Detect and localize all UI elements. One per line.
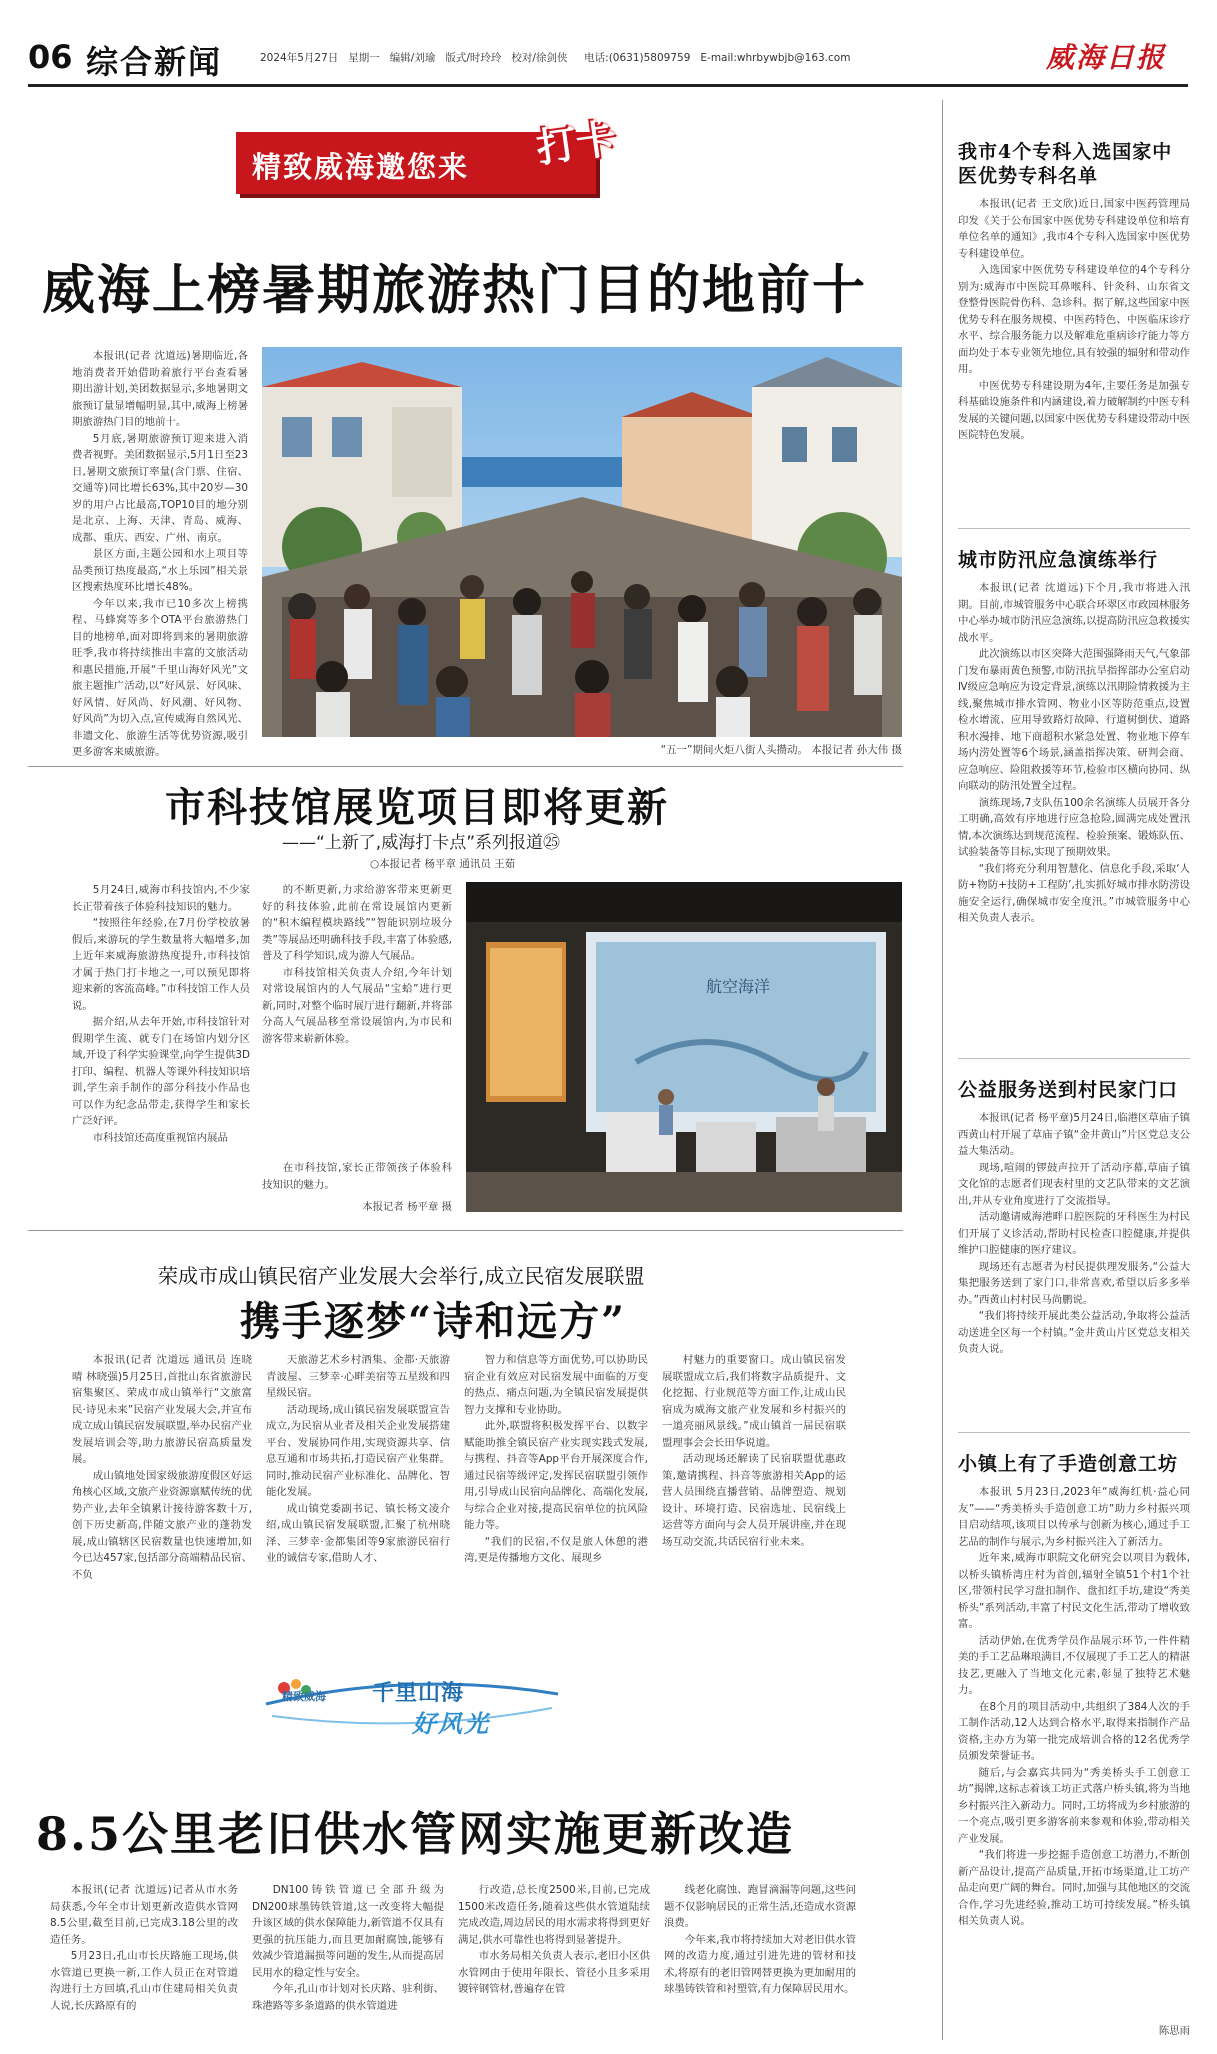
sidebar-para: “我们将充分利用智慧化、信息化手段,采取‘人防+物防+技防+工程防’,扎实抓好城市排水防涝设施安全运行,确保城市安全度汛。”市城管服务中心相关负责人表示。 [958, 862, 1190, 924]
story2-para: “按照往年经验,在7月份学校放暑假后,来游玩的学生数量将大幅增多,加上近年来威海旅游热度提升,市科技馆才属于热门打卡地之一,可以预见即将迎来新的客流高峰。”市科技馆工作人员说。 [72, 917, 250, 1012]
story1-headline: 威海上榜暑期旅游热门目的地前十 [42, 259, 867, 321]
sidebar-para: 此次演练以市区突降大范围强降雨天气,气象部门发布暴雨黄色预警,市防汛抗旱指挥部办公室启动Ⅳ级应急响应为设定背景,演练以汛期险情救援为主线,聚焦城市排水管网、物业小区等防范重点,设置检水增流、应用导致路灯故障、行道树倒伏、道路积水漫排、地下商超积水紧急处置、物业地下停车场内涝处置等6个场景,涵盖指挥决策、研判会商、应急响应、险阻救援等环节,检验市区横向协同、纵向联动的防汛处置全过程。 [958, 648, 1190, 792]
story2-para: 市科技馆相关负责人介绍,今年计划对常设展馆内的人气展品“宝蛤”进行更新,同时,对整个临时展厅进行翻新,并将部分高人气展品移至常设展馆内,为市民和游客带来崭新体验。 [262, 966, 452, 1045]
header-meta [260, 50, 850, 65]
sidebar-para: 本报讯 5月23日,2023年“威海红机·益心同友”——“秀美桥头手造创意工坊”助力乡村振兴项目启动结项,该项目以传承与创新为核心,通过手工艺品的制作与展示,为乡村振兴注入了新活力。 [958, 1486, 1190, 1548]
story3-para: 成山镇党委副书记、镇长杨文凌介绍,成山镇民宿发展联盟,汇聚了杭州晓泽、三梦幸·金都集团等9家旅游民宿行业的诚信专家,借助人才、 [266, 1502, 450, 1564]
story2-photo [466, 882, 902, 1212]
crowd-street-photo [262, 347, 902, 737]
sidebar-para: 本报讯(记者 沈道远)下个月,我市将进入汛期。目前,市城管服务中心联合环翠区市政园林服务中心举办城市防汛应急演练,以提高防汛应急救援实战水平。 [958, 582, 1190, 644]
brand-tagline: 好风光 [412, 1709, 490, 1738]
story3-para: 活动现场,成山镇民宿发展联盟宣告成立,为民宿从业者及相关企业发展搭建平台、发展协同作用,实现资源共享、信息互通和市场共拓,打造民宿产业集群。同时,推动民宿产业标准化、品牌化、智能化发展。 [266, 1403, 450, 1498]
story1-para: 本报讯(记者 沈道远)暑期临近,各地消费者开始借助着旅行平台查看暑期出游计划,美团数据显示,多地暑期文旅预订量显增幅明显,其中,威海上榜暑期旅游热门目的地前十。 [72, 350, 248, 428]
header-rule [28, 84, 1188, 87]
story4-col2 [252, 1882, 444, 2032]
column-separator [942, 100, 943, 2040]
story4-para: 行改造,总长度2500米,目前,已完成1500米改造任务,随着这些供水管道陆续完成改造,周边居民的用水需求将得到更好满足,供水可靠性也将得到显著提升。 [458, 1884, 650, 1946]
sidebar-para: 入选国家中医优势专科建设单位的4个专科分别为:威海市中医院耳鼻喉科、针灸科、山东省文登整骨医院骨伤科、急诊科。据了解,这些国家中医优势专科在服务规模、中医药特色、中医临床诊疗水平、综合服务能力以及解难危重病诊疗能力等方面均处于本专业领先地位,具有较强的辐射和带动作用。 [958, 264, 1190, 375]
section-title: 综合新闻 [86, 43, 223, 81]
story4-para: 今年来,我市将持续加大对老旧供水管网的改造力度,通过引进先进的管材和技术,将原有的老旧管网替更换为更加耐用的球墨铸铁管和衬塑管,有力保障居民用水。 [664, 1933, 856, 1995]
sidebar-para: 活动邀请威海港畔口腔医院的牙科医生为村民们开展了义诊活动,帮助村民检查口腔健康,并提供维护口腔健康的医疗建议。 [958, 1211, 1190, 1256]
banner-text: 精致威海邀您来 [252, 150, 470, 184]
header-weekday: 星期一 [348, 52, 380, 64]
divider [958, 528, 1190, 529]
story1-para: 景区方面,主题公园和水上项目等品类预订热度最高,“水上乐园”相关景区搜索热度环比增长48%。 [72, 548, 248, 593]
sidebar-para: 中医优势专科建设期为4年,主要任务是加强专科基础设施条件和内涵建设,着力破解制约中医专科发展的关键问题,以国家中医优势专科建设带动中医医院特色发展。 [958, 379, 1190, 441]
sidebar-para: 现场还有志愿者为村民提供理发服务,“公益大集把服务送到了家门口,非常喜欢,希望以后多多举办。”西黄山村村民马尚鹏说。 [958, 1260, 1190, 1306]
sidebar-para: 本报讯(记者 杨平章)5月24日,临港区草庙子镇西黄山村开展了草庙子镇“金井黄山”片区党总支公益大集活动。 [958, 1112, 1190, 1157]
story4-para: 5月23日,孔山市长庆路施工现场,供水管道已更换一新,工作人员正在对管道沟进行土方回填,孔山市住建局相关负责人说,长庆路原有的 [50, 1950, 238, 2012]
story3-headline: 携手逐梦“诗和远方” [240, 1298, 627, 1345]
banner [236, 112, 622, 204]
story2-para: 的不断更新,力求给游客带来更新更好的科技体验,此前在常设展馆内更新的“积木编程模块路线”“智能识别垃圾分类”等展品还明确科技手段,丰富了体验感,普及了科学知识,成为游人气展品。 [262, 884, 452, 962]
sidebar-headline: 公益服务送到村民家门口 [958, 1079, 1179, 1101]
story3-col1 [72, 1352, 252, 1610]
story4-para: 本报讯(记者 沈道远)记者从市水务局获悉,今年全市计划更新改造供水管网8.5公里,截至目前,已完成3.18公里的改造任务。 [50, 1884, 238, 1946]
story2-photo-caption [262, 1160, 452, 1200]
sidebar-headline: 我市4个专科入选国家中医优势专科名单 [958, 141, 1173, 187]
page-header [28, 34, 1188, 80]
header-date: 2024年5月27日 [260, 52, 339, 64]
brand-title: 千里山海 [372, 1680, 465, 1706]
sidebar-para: 演练现场,7支队伍100余名演练人员展开各分工明确,高效有序地进行应急抢险,圆满完成处置汛情,本次演练达到规范流程、检验预案、锻炼队伍、试验装备等目标,实现了预期效果。 [958, 796, 1190, 858]
story2-para: 据介绍,从去年开始,市科技馆针对假期学生流、就专门在场馆内划分区域,开设了科学实验课堂,向学生提供3D打印、编程、机器人等课外科技知识培训,学生亲手制作的部分科技小作品也可以作为纪念品带走,获得学生和家长广泛好评。 [72, 1016, 250, 1127]
sidebar-headline: 小镇上有了手造创意工坊 [958, 1453, 1179, 1475]
story4-col1 [50, 1882, 238, 2032]
museum-sign-text: 航空海洋 [706, 977, 771, 996]
sidebar-para: 近年来,威海市职院文化研究会以项目为载体,以桥头镇桥湾庄村为首创,辐射全镇51个村1个社区,带领村民学习盘扣制作、盘扣红手坊,建设“秀美桥头”系列活动,丰富了村民文化生活,带动了增收致富。 [958, 1552, 1190, 1630]
sidebar-para: “我们将进一步挖掘手造创意工坊潜力,不断创新产品设计,提高产品质量,开拓市场渠道,让工坊产品走向更广阔的舞台。同时,加强与其他地区的交流合作,学习先进经验,推动工坊可持续发展。”桥头镇相关负责人说。 [958, 1849, 1190, 1927]
header-email: E-mail:whrbywbjb@163.com [700, 52, 851, 64]
story3-para: 天旅游艺术乡村酒集、金都·天旅游青波屋、三梦幸·心畔美宿等五星级和四星级民宿。 [266, 1354, 450, 1399]
story3-kicker: 荣成市成山镇民宿产业发展大会举行,成立民宿发展联盟 [158, 1264, 645, 1288]
story3-para: 此外,联盟将积极发挥平台、以数字赋能助推全镇民宿产业实现实践式发展,与携程、抖音等App平台开展深度合作,通过民宿等级评定,发挥民宿联盟引领作用,引导成山民宿向品牌化、高端化发展,与综合企业对接,提高民宿单位的抗风险能力等。 [464, 1420, 648, 1531]
brand-logo-strip [262, 1664, 562, 1738]
story4-para: 今年,孔山市计划对长庆路、驻利街、珠港路等多条道路的供水管道进 [252, 1983, 444, 2012]
header-proofreader: 校对/徐剑侠 [511, 52, 568, 64]
story2-caption-credit: 本报记者 杨平章 摄 [362, 1201, 452, 1213]
story3-para: 村魅力的重要窗口。成山镇民宿发展联盟成立后,我们将数字品质提升、文化挖掘、行业规范等方面工作,让成山民宿成为威海文旅产业发展和乡村振兴的一道亮丽风景线。”成山镇首一届民宿联盟理事会会长田华说道。 [662, 1354, 846, 1449]
story3-para: 活动现场还解读了民宿联盟优惠政策,邀请携程、抖音等旅游相关App的运营人员围绕直播营销、品牌塑造、规划设计、环境打造、民宿选址、民宿线上运营等方面向与会人员开展讲座,并在现场互动交流,共话民宿行业未来。 [662, 1453, 846, 1548]
story1-para: 5月底,暑期旅游预订迎来进入消费者视野。美团数据显示,5月1日至23日,暑期文旅预订率量(含门票、住宿、交通等)同比增长63%,其中20岁—30岁的用户占比最高,TOP10目的地分别是北京、上海、天津、青岛、威海、成都、重庆、西安、广州、南京。 [72, 432, 248, 544]
brand-name: 精致威海 [282, 1690, 326, 1703]
masthead-logo: 威海日报 [1045, 41, 1166, 74]
sidebar-story-body [958, 1484, 1190, 2018]
divider [958, 1432, 1190, 1433]
story4-para: 市水务局相关负责人表示,老旧小区供水管网由于使用年限长、管径小且多采用镀锌钢管材,普遍存在管 [458, 1950, 650, 1995]
header-designer: 版式/时玲玲 [445, 52, 502, 64]
story4-col3 [458, 1882, 650, 2032]
story2-col2 [262, 882, 452, 1132]
story2-headline: 市科技馆展览项目即将更新 [165, 784, 669, 831]
story3-col2 [266, 1352, 450, 1610]
story1-caption: “五一”期间火炬八街人头攒动。 本报记者 孙大伟 摄 [660, 744, 902, 756]
story4-para: DN100铸铁管道已全部升级为DN200球墨铸铁管道,这一改变将大幅提升该区域的供水保障能力,新管道不仅具有更强的抗压能力,而且更加耐腐蚀,能够有效减少管道漏损等问题的发生,从而提高居民用水的稳定性与安全。 [252, 1884, 444, 1979]
sidebar-credit: 陈思雨 [1158, 2025, 1190, 2037]
story2-col1 [72, 882, 250, 1212]
story4-headline: 8.5公里老旧供水管网实施更新改造 [36, 1807, 795, 1861]
story2-byline: ○本报记者 杨平章 通讯员 王茹 [370, 858, 516, 870]
story2-para: 5月24日,威海市科技馆内,不少家长正带着孩子体验科技知识的魅力。 [72, 884, 250, 913]
story3-col4 [662, 1352, 846, 1610]
story1-para: 今年以来,我市已10多次上榜携程、马蜂窝等多个OTA平台旅游热门目的地榜单,面对即将到来的暑期旅游旺季,我市将持续推出丰富的文旅活动和惠民措施,开展“千里山海好风光”文旅主题推广活动,以“好风景、好风味、好风情、好风尚、好风潮、好风物、好风尚”为切入点,宣传威海自然风光、非遗文化、旅游生活等优势资源,吸引更多游客来威旅游。 [72, 597, 248, 758]
museum-exhibit-photo [466, 882, 902, 1212]
sidebar-story-body [958, 196, 1190, 526]
story3-para: 本报讯(记者 沈道远 通讯员 连晓晴 林晓强)5月25日,首批山东省旅游民宿集聚区、荣成市成山镇举行“文旅富民·诗见未来”民宿产业发展大会,并宣布成立成山镇民宿发展联盟,举办民宿产业发展培训会等,助力旅游民宿高质量发展。 [72, 1354, 252, 1465]
divider [28, 1230, 903, 1231]
story3-para: 智力和信息等方面优势,可以协助民宿企业有效应对民宿发展中面临的万变的热点、痛点问题,为全镇民宿发展提供智力支撑和专业协助。 [464, 1354, 648, 1416]
sidebar-para: 本报讯(记者 王文欣)近日,国家中医药管理局印发《关于公布国家中医优势专科建设单位和培育单位名单的通知》,我市4个专科入选国家中医优势专科建设单位。 [958, 198, 1190, 260]
story4-para: 线老化腐蚀、跑冒滴漏等问题,这些问题不仅影响居民的正常生活,还造成水资源浪费。 [664, 1884, 856, 1929]
sidebar-para: 活动伊始,在优秀学员作品展示环节,一件件精美的手工艺品琳琅满目,不仅展现了手工艺人的精湛技艺,更融入了当地文化元素,彰显了独特艺术魅力。 [958, 1634, 1190, 1696]
story3-para: “我们的民宿,不仅是旅人休憩的港湾,更是传播地方文化、展现乡 [464, 1535, 648, 1564]
story3-col3 [464, 1352, 648, 1610]
sidebar-headline: 城市防汛应急演练举行 [958, 549, 1159, 571]
sidebar-para: 在8个月的项目活动中,共组织了384人次的手工制作活动,12人达到合格水平,取得来指制作产品资格,主办方为第一批完成培训合格的12名优秀学员颁发荣誉证书。 [958, 1700, 1190, 1762]
story3-para: 成山镇地处国家级旅游度假区好运角核心区域,文旅产业资源禀赋传统的优势产业,去年全镇累计接待游客数十万,创下历史新高,伴随文旅产业的蓬勃发展,成山镇辖区民宿数量也快速增加,如今已达457家,包括部分高端精品民宿、不负 [72, 1469, 252, 1581]
divider [958, 1058, 1190, 1059]
header-editor: 编辑/刘瑜 [389, 52, 436, 64]
header-phone: 电话:(0631)5809759 [584, 52, 691, 64]
sidebar-story-body [958, 580, 1190, 1052]
page-number: 06 [28, 38, 73, 76]
story4-col4 [664, 1882, 856, 2032]
story2-caption: 在市科技馆,家长正带领孩子体验科技知识的魅力。 [262, 1162, 452, 1191]
divider [28, 766, 903, 767]
story1-body [72, 348, 248, 763]
story2-subhead: ——“上新了,威海打卡点”系列报道㉕ [282, 833, 561, 853]
sidebar-para: “我们将持续开展此类公益活动,争取将公益活动送进全区每一个村镇。”金井黄山片区党总支相关负责人说。 [958, 1310, 1190, 1355]
banner-stamp: 打卡 [533, 114, 620, 173]
sidebar-para: 现场,喧闹的锣鼓声拉开了活动序幕,草庙子镇文化馆的志愿者们现表村里的文艺队带来的文艺演出,并从专业角度进行了交流指导。 [958, 1161, 1190, 1207]
sidebar-para: 随后,与会嘉宾共同为“秀美桥头手工创意工坊”揭牌,这标志着该工坊正式落户桥头镇,将为当地乡村振兴注入新动力。同时,工坊将成为乡村旅游的一个亮点,吸引更多游客前来参观和体验,带动相关产业发展。 [958, 1766, 1190, 1845]
story2-para: 市科技馆还高度重视馆内展品 [92, 1131, 228, 1144]
story1-photo [262, 347, 902, 737]
sidebar-story-body [958, 1110, 1190, 1426]
